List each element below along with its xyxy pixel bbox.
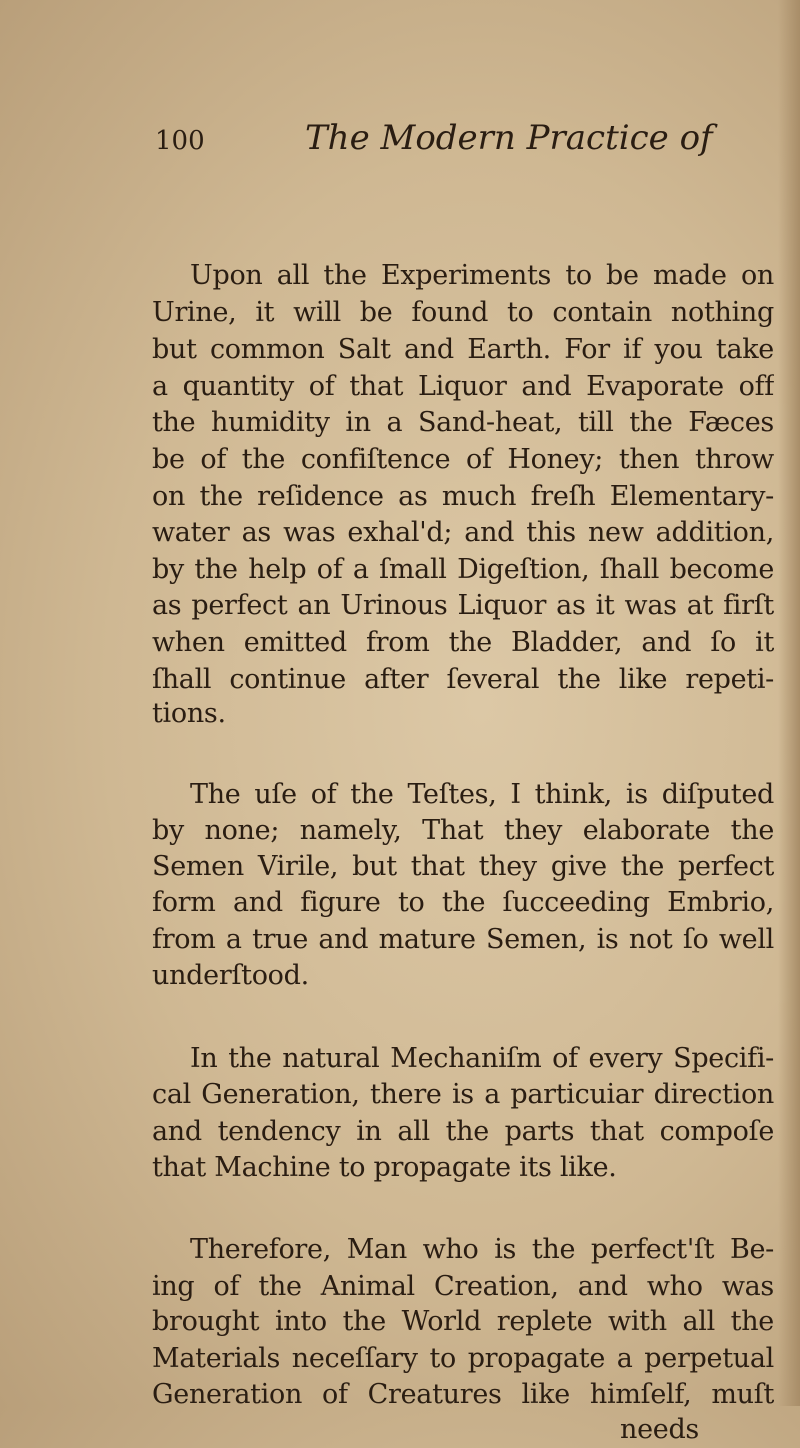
text-line: underſtood. — [152, 960, 309, 991]
text-line: be of the confiſtence of Honey; then throw — [152, 444, 774, 475]
text-line: Materials neceſſary to propagate a perpetual — [152, 1343, 774, 1374]
text-line: water as was exhal'd; and this new addition, — [152, 517, 774, 548]
text-line: tions. — [152, 698, 226, 729]
text-line: Therefore, Man who is the perfect'ſt Be- — [190, 1234, 774, 1265]
text-line: ing of the Animal Creation, and who was — [152, 1271, 774, 1302]
text-line: The uſe of the Teſtes, I think, is diſputed — [190, 779, 774, 810]
text-line: brought into the World replete with all the — [152, 1306, 774, 1337]
text-line: that Machine to propagate its like. — [152, 1152, 617, 1183]
running-title: The Modern Practice of — [305, 118, 713, 158]
text-line: Urine, it will be found to contain nothing — [152, 297, 774, 328]
text-line: needs — [620, 1414, 699, 1445]
text-line: by the help of a ſmall Digeſtion, ſhall become — [152, 554, 774, 585]
text-line: by none; namely, That they elaborate the — [152, 815, 774, 846]
text-line: as perfect an Urinous Liquor as it was at firſt — [152, 590, 774, 621]
text-line: but common Salt and Earth. For if you take — [152, 334, 774, 365]
text-line: a quantity of that Liquor and Evaporate off — [152, 371, 774, 402]
text-line: form and figure to the ſucceeding Embrio, — [152, 887, 774, 918]
running-header — [155, 118, 713, 168]
text-line: from a true and mature Semen, is not ſo well — [152, 924, 774, 955]
text-line: cal Generation, there is a particuiar direction — [152, 1079, 774, 1110]
text-line: In the natural Mechaniſm of every Specifi- — [190, 1043, 774, 1074]
text-line: and tendency in all the parts that compoſe — [152, 1116, 774, 1147]
text-line: on the reſidence as much freſh Elementary- — [152, 481, 774, 512]
text-line: Upon all the Experiments to be made on — [190, 260, 774, 291]
text-line: Generation of Creatures like himſelf, muſt — [152, 1379, 774, 1410]
text-line: Semen Virile, but that they give the perfect — [152, 851, 774, 882]
page-number: 100 — [155, 126, 205, 156]
text-line: when emitted from the Bladder, and ſo it — [152, 627, 774, 658]
text-line: ſhall continue after ſeveral the like repeti- — [152, 664, 774, 695]
text-line: the humidity in a Sand-heat, till the Fæces — [152, 407, 774, 438]
page-edge-shadow — [778, 0, 800, 1406]
